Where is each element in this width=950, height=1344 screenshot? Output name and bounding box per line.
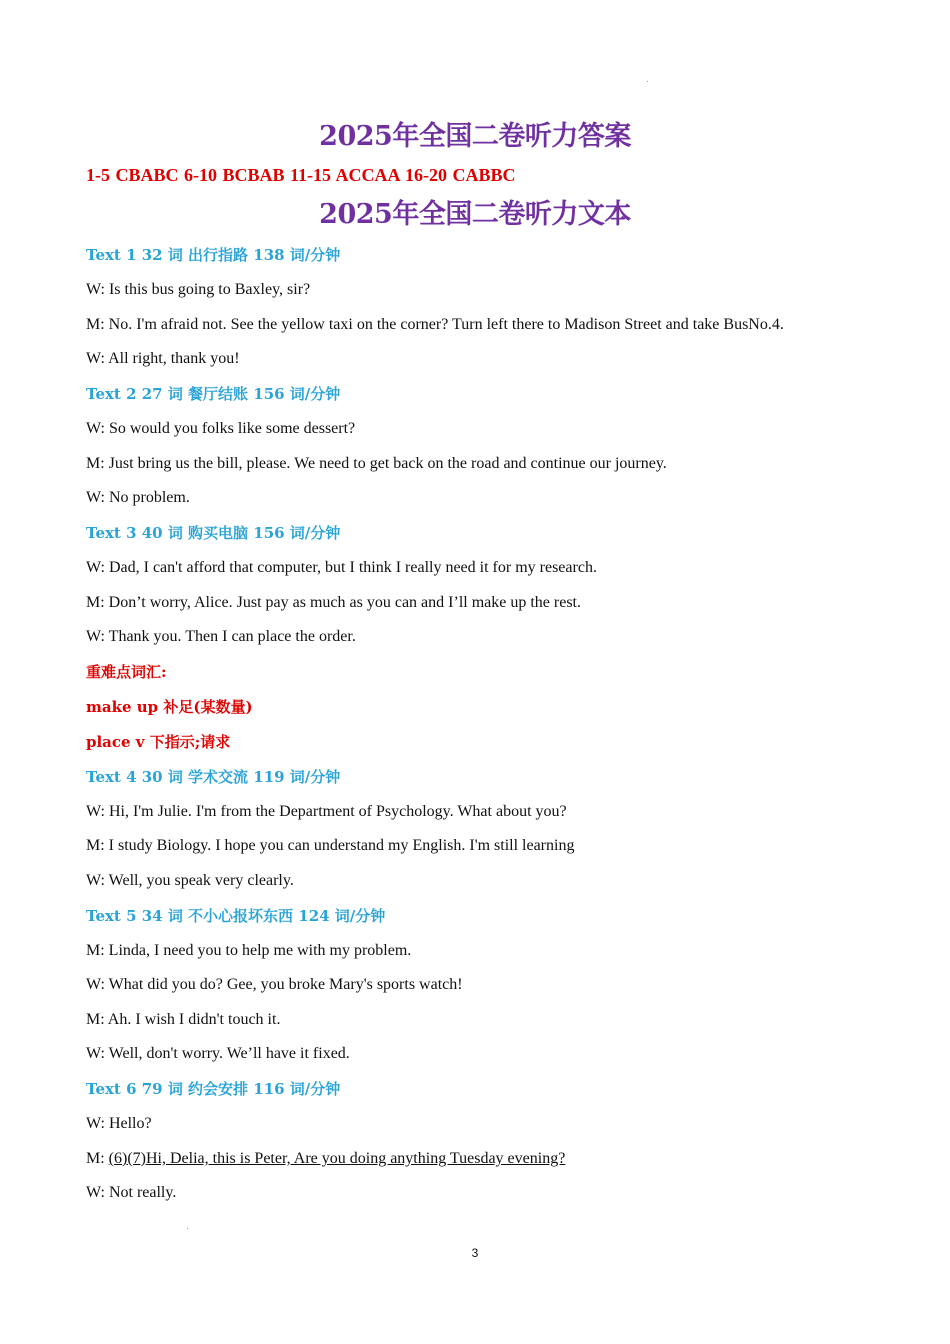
speaker-prefix: M:: [86, 1150, 109, 1167]
text1-heading: Text 1 32 词 出行指路 138 词/分钟: [86, 246, 341, 264]
text2-line: W: No problem.: [86, 489, 190, 506]
text4-heading: Text 4 30 词 学术交流 119 词/分钟: [86, 768, 341, 786]
text6-line: W: Hello?: [86, 1115, 152, 1132]
text3-line: M: Don’t worry, Alice. Just pay as much as you can and I’ll make up the rest.: [86, 594, 581, 611]
text1-line: M: No. I'm afraid not. See the yellow taxi on the corner? Turn left there to Madison Street and take BusNo.4.: [86, 316, 784, 333]
text4-line: W: Hi, I'm Julie. I'm from the Department of Psychology. What about you?: [86, 803, 567, 820]
text1-line: W: Is this bus going to Baxley, sir?: [86, 281, 311, 298]
text3-line: W: Thank you. Then I can place the order.: [86, 628, 356, 645]
vocab-item: make up 补足(某数量): [86, 698, 253, 716]
text3-line: W: Dad, I can't afford that computer, but I think I really need it for my research.: [86, 559, 597, 576]
speck: [187, 1228, 188, 1229]
text5-line: W: Well, don't worry. We’ll have it fixed.: [86, 1045, 350, 1062]
page-number: 3: [471, 1246, 479, 1260]
speck: [647, 81, 648, 82]
text2-heading: Text 2 27 词 餐厅结账 156 词/分钟: [86, 385, 341, 403]
text6-line: W: Not really.: [86, 1184, 177, 1201]
text5-line: M: Linda, I need you to help me with my problem.: [86, 942, 412, 959]
answers-title: 2025年全国二卷听力答案: [319, 121, 631, 152]
transcript-title: 2025年全国二卷听力文本: [319, 199, 631, 230]
vocab-item: place v 下指示;请求: [86, 733, 231, 751]
text4-line: W: Well, you speak very clearly.: [86, 872, 294, 889]
text2-line: M: Just bring us the bill, please. We need to get back on the road and continue our journey.: [86, 455, 667, 472]
vocab-heading: 重难点词汇:: [86, 663, 167, 681]
text2-line: W: So would you folks like some dessert?: [86, 420, 356, 437]
text6-heading: Text 6 79 词 约会安排 116 词/分钟: [86, 1080, 341, 1098]
text5-line: W: What did you do? Gee, you broke Mary's sports watch!: [86, 976, 463, 993]
text6-line: [86, 1149, 565, 1169]
underlined-sentence: (6)(7)Hi, Delia, this is Peter, Are you doing anything Tuesday evening?: [108, 1150, 566, 1167]
answer-key: 1-5 CBABC 6-10 BCBAB 11-15 ACCAA 16-20 CABBC: [86, 165, 516, 185]
text5-line: M: Ah. I wish I didn't touch it.: [86, 1011, 281, 1028]
text5-heading: Text 5 34 词 不小心报坏东西 124 词/分钟: [86, 907, 386, 925]
text3-heading: Text 3 40 词 购买电脑 156 词/分钟: [86, 524, 341, 542]
text4-line: M: I study Biology. I hope you can understand my English. I'm still learning: [86, 837, 575, 854]
text1-line: W: All right, thank you!: [86, 350, 240, 367]
